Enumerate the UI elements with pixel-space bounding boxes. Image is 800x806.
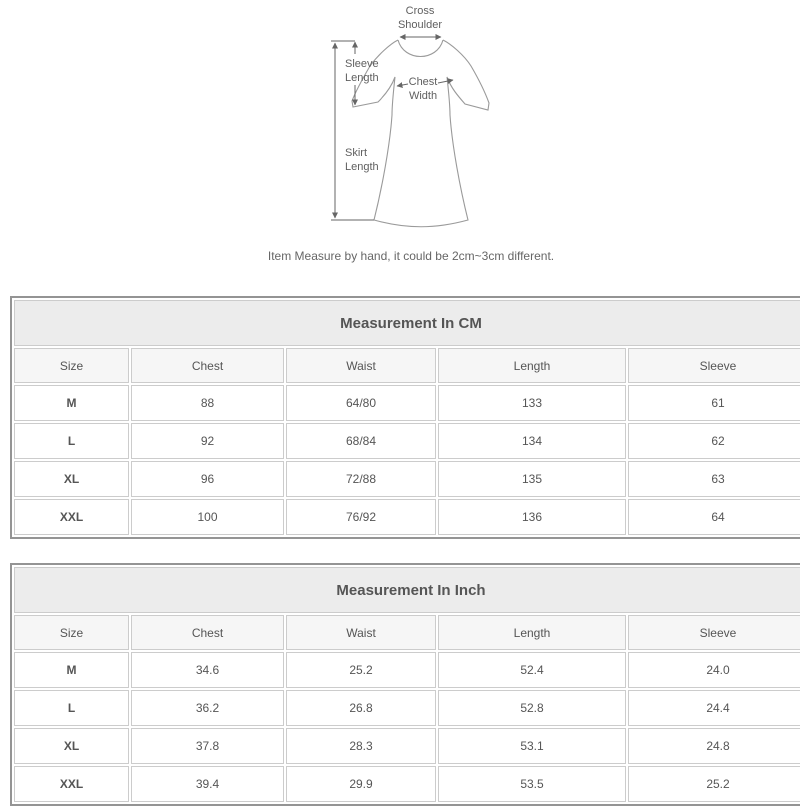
- table-cell: 25.2: [286, 652, 436, 688]
- table-cell: 52.8: [438, 690, 626, 726]
- table-cell: 53.1: [438, 728, 626, 764]
- table-header-row: [14, 348, 800, 383]
- table-row: [14, 766, 800, 802]
- skirt-length-label: Skirt: [345, 147, 367, 159]
- table-cell: 88: [131, 385, 284, 421]
- table-title: Measurement In CM: [14, 300, 800, 346]
- chest-width-arrow-left: [397, 84, 408, 86]
- column-header: Waist: [286, 348, 436, 383]
- table-title-row: [14, 567, 800, 613]
- column-header: Sleeve: [628, 615, 800, 650]
- neckline: [398, 40, 443, 57]
- size-cell: L: [14, 423, 129, 459]
- table-row: [14, 423, 800, 459]
- table-row: [14, 652, 800, 688]
- cross-shoulder-label: Shoulder: [397, 19, 443, 31]
- measurement-table-inch: [10, 563, 800, 806]
- measurement-note: Item Measure by hand, it could be 2cm~3cm different.: [267, 249, 555, 263]
- table-title-row: [14, 300, 800, 346]
- cross-shoulder-label: Cross: [405, 5, 435, 17]
- garment-measurement-diagram: [322, 0, 522, 240]
- table-cell: 62: [628, 423, 800, 459]
- table-cell: 76/92: [286, 499, 436, 535]
- table-cell: 64/80: [286, 385, 436, 421]
- table-cell: 36.2: [131, 690, 284, 726]
- table-cell: 24.8: [628, 728, 800, 764]
- table-header-row: [14, 615, 800, 650]
- table-title: Measurement In Inch: [14, 567, 800, 613]
- table-cell: 133: [438, 385, 626, 421]
- column-header: Chest: [131, 615, 284, 650]
- table-cell: 53.5: [438, 766, 626, 802]
- table-cell: 26.8: [286, 690, 436, 726]
- dress-diagram-svg: [322, 0, 522, 240]
- table-cell: 136: [438, 499, 626, 535]
- table-cell: 24.0: [628, 652, 800, 688]
- column-header: Length: [438, 615, 626, 650]
- table-row: [14, 461, 800, 497]
- table-cell: 68/84: [286, 423, 436, 459]
- table-cell: 29.9: [286, 766, 436, 802]
- chest-width-label: Chest: [408, 76, 438, 88]
- table-cell: 28.3: [286, 728, 436, 764]
- measurement-table-cm: [10, 296, 800, 539]
- sleeve-length-label: Sleeve: [345, 58, 379, 70]
- column-header: Chest: [131, 348, 284, 383]
- size-cell: M: [14, 652, 129, 688]
- table-cell: 72/88: [286, 461, 436, 497]
- column-header: Size: [14, 615, 129, 650]
- size-cell: XXL: [14, 499, 129, 535]
- table-cell: 96: [131, 461, 284, 497]
- size-cell: L: [14, 690, 129, 726]
- chest-width-arrow-right: [438, 80, 453, 83]
- column-header: Waist: [286, 615, 436, 650]
- table-cell: 39.4: [131, 766, 284, 802]
- skirt-length-label: Length: [345, 161, 379, 173]
- table-cell: 135: [438, 461, 626, 497]
- table-cell: 100: [131, 499, 284, 535]
- table-cell: 25.2: [628, 766, 800, 802]
- size-cell: XL: [14, 461, 129, 497]
- size-cell: XXL: [14, 766, 129, 802]
- size-cell: M: [14, 385, 129, 421]
- sleeve-length-label: Length: [345, 72, 379, 84]
- table-row: [14, 728, 800, 764]
- column-header: Size: [14, 348, 129, 383]
- table-cell: 24.4: [628, 690, 800, 726]
- table-cell: 37.8: [131, 728, 284, 764]
- table-cell: 61: [628, 385, 800, 421]
- size-cell: XL: [14, 728, 129, 764]
- table-cell: 63: [628, 461, 800, 497]
- chest-width-label: Width: [408, 90, 438, 102]
- table-row: [14, 385, 800, 421]
- table-cell: 64: [628, 499, 800, 535]
- column-header: Sleeve: [628, 348, 800, 383]
- table-cell: 92: [131, 423, 284, 459]
- column-header: Length: [438, 348, 626, 383]
- table-cell: 134: [438, 423, 626, 459]
- table-cell: 34.6: [131, 652, 284, 688]
- table-row: [14, 690, 800, 726]
- table-row: [14, 499, 800, 535]
- table-cell: 52.4: [438, 652, 626, 688]
